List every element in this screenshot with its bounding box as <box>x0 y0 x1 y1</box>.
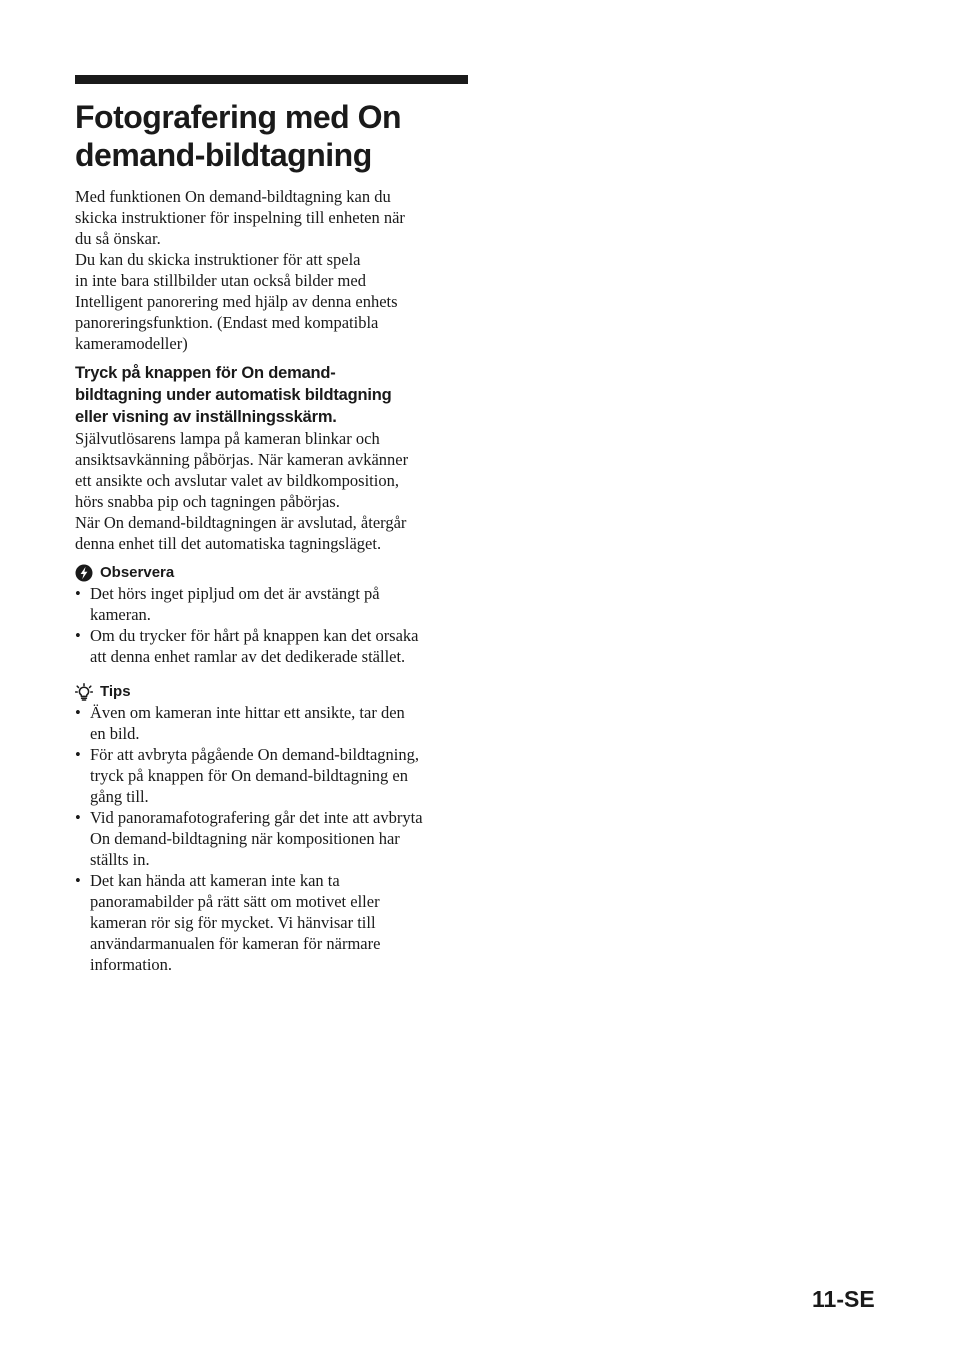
bullet: • <box>75 703 81 722</box>
title-line: demand-bildtagning <box>75 137 372 173</box>
heading-line: bildtagning under automatisk bildtagning <box>75 386 392 404</box>
text-line: du så önskar. <box>75 229 161 248</box>
text-line: Självutlösarens lampa på kameran blinkar och <box>75 429 380 448</box>
text-line: panoreringsfunktion. (Endast med kompatibla <box>75 313 379 332</box>
text-line: denna enhet till det automatiska tagningsläget. <box>75 534 382 553</box>
text-line: panoramabilder på rätt sätt om motivet eller <box>90 892 380 911</box>
text-line: gång till. <box>90 787 149 806</box>
text-line: hörs snabba pip och tagningen påbörjas. <box>75 492 340 511</box>
text-line: användarmanualen för kameran för närmare <box>90 934 381 953</box>
list-item <box>75 807 468 870</box>
text-line: in inte bara stillbilder utan också bilder med <box>75 271 366 290</box>
note-list <box>75 583 468 667</box>
content-column <box>75 75 468 975</box>
text-line: Du kan du skicka instruktioner för att spela <box>75 250 361 269</box>
text-line: Det hörs inget pipljud om det är avstängt på <box>90 584 380 603</box>
bullet: • <box>75 745 81 764</box>
text-line: Vid panoramafotografering går det inte att avbryta <box>90 808 423 827</box>
section-rule <box>75 75 468 84</box>
tips-heading-label: Tips <box>100 683 131 700</box>
heading-line: Tryck på knappen för On demand- <box>75 364 336 382</box>
page-title <box>75 98 468 174</box>
text-line: skicka instruktioner för inspelning till enheten när <box>75 208 405 227</box>
list-item <box>75 870 468 975</box>
list-item <box>75 625 468 667</box>
list-item <box>75 744 468 807</box>
intro-paragraph <box>75 186 468 354</box>
text-line: ansiktsavkänning påbörjas. När kameran avkänner <box>75 450 409 469</box>
caution-icon <box>75 564 93 582</box>
text-line: För att avbryta pågående On demand-bildtagning, <box>90 745 419 764</box>
text-line: När On demand-bildtagningen är avslutad, återgår <box>75 513 407 532</box>
tips-list <box>75 702 468 975</box>
text-line: kameramodeller) <box>75 334 188 353</box>
text-line: en bild. <box>90 724 140 743</box>
note-heading-label: Observera <box>100 564 175 581</box>
title-line: Fotografering med On <box>75 99 401 135</box>
bullet: • <box>75 626 81 645</box>
tips-heading <box>75 681 468 702</box>
text-line: ett ansikte och avslutar valet av bildkomposition, <box>75 471 399 490</box>
list-item <box>75 702 468 744</box>
bullet: • <box>75 584 81 603</box>
text-line: information. <box>90 955 173 974</box>
lightbulb-icon <box>75 683 93 701</box>
text-line: Om du trycker för hårt på knappen kan det orsaka <box>90 626 419 645</box>
page-number: 11-SE <box>812 1286 875 1312</box>
note-heading <box>75 562 468 583</box>
text-line: Även om kameran inte hittar ett ansikte, tar den <box>90 703 405 722</box>
step-body <box>75 428 468 554</box>
bullet: • <box>75 871 81 890</box>
text-line: tryck på knappen för On demand-bildtagning en <box>90 766 408 785</box>
text-line: kameran rör sig för mycket. Vi hänvisar till <box>90 913 376 932</box>
text-line: kameran. <box>90 605 151 624</box>
heading-line: eller visning av inställningsskärm. <box>75 408 337 426</box>
text-line: Med funktionen On demand-bildtagning kan du <box>75 187 391 206</box>
text-line: Intelligent panorering med hjälp av denna enhets <box>75 292 398 311</box>
list-item <box>75 583 468 625</box>
text-line: att denna enhet ramlar av det dedikerade stället. <box>90 647 406 666</box>
step-heading <box>75 362 468 428</box>
text-line: Det kan hända att kameran inte kan ta <box>90 871 340 890</box>
text-line: On demand-bildtagning när kompositionen har <box>90 829 400 848</box>
text-line: ställts in. <box>90 850 150 869</box>
bullet: • <box>75 808 81 827</box>
